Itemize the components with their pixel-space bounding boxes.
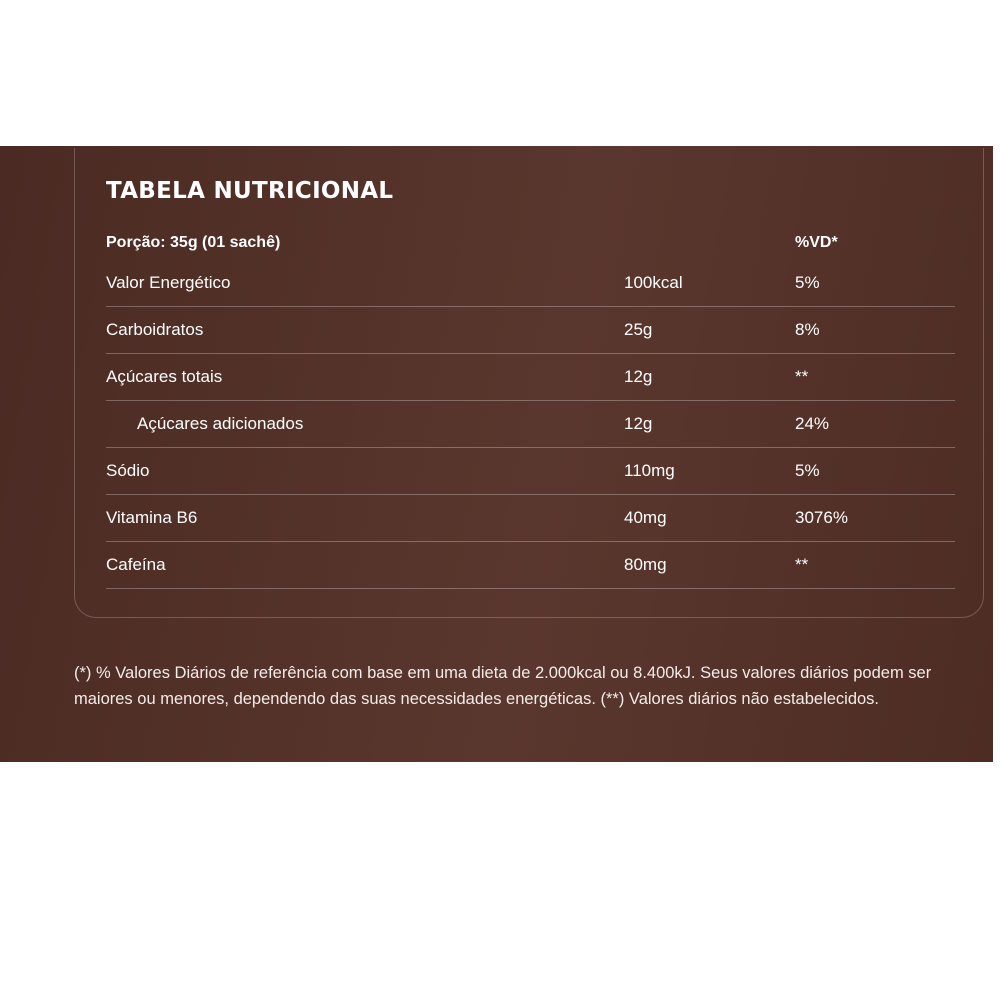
table-row xyxy=(106,354,955,401)
nutrient-dv: 8% xyxy=(795,320,820,339)
nutrient-name: Cafeína xyxy=(106,555,166,574)
table-row xyxy=(106,448,955,495)
table-row xyxy=(106,495,955,542)
nutrient-rows xyxy=(106,260,955,589)
nutrient-amount: 100kcal xyxy=(624,273,683,292)
table-row xyxy=(106,542,955,589)
nutrient-dv: 5% xyxy=(795,461,820,480)
footnote: (*) % Valores Diários de referência com base em uma dieta de 2.000kcal ou 8.400kJ. Seus valores diários podem ser maiores ou menores, dependendo das suas necessidades energéticas. (**) Valores diários não estabelecidos. xyxy=(74,664,932,708)
nutrient-amount: 80mg xyxy=(624,555,667,574)
table-row xyxy=(106,307,955,354)
nutrient-name: Açúcares totais xyxy=(106,367,223,386)
nutrient-amount: 25g xyxy=(624,320,653,339)
nutrient-name: Sódio xyxy=(106,461,150,480)
nutrient-name: Açúcares adicionados xyxy=(137,414,304,433)
table-row xyxy=(106,401,955,448)
nutrient-amount: 40mg xyxy=(624,508,667,527)
nutrient-amount: 110mg xyxy=(624,461,675,480)
table-row xyxy=(106,260,955,307)
nutrient-dv: 24% xyxy=(795,414,830,433)
nutrient-dv: 3076% xyxy=(795,508,848,527)
nutrient-dv: 5% xyxy=(795,273,820,292)
nutrient-amount: 12g xyxy=(624,414,653,433)
nutrient-amount: 12g xyxy=(624,367,653,386)
nutrient-dv: ** xyxy=(795,555,809,574)
portion-label: Porção: 35g (01 sachê) xyxy=(106,234,281,251)
nutrient-dv: ** xyxy=(795,367,809,386)
nutrient-name: Vitamina B6 xyxy=(106,508,198,527)
dv-header: %VD* xyxy=(795,234,838,251)
nutrient-name: Valor Energético xyxy=(106,273,231,292)
table-title: TABELA NUTRICIONAL xyxy=(106,178,394,204)
nutrition-table-card xyxy=(74,148,984,618)
nutrition-panel xyxy=(0,146,993,762)
table-header-row xyxy=(106,234,955,256)
nutrient-name: Carboidratos xyxy=(106,320,204,339)
